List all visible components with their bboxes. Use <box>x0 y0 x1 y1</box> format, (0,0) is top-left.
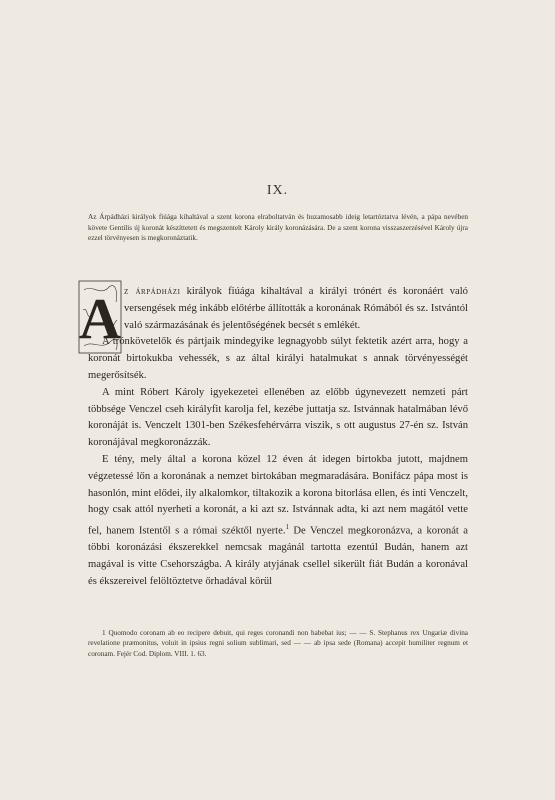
paragraph-1-lead: z árpádházi <box>124 286 181 297</box>
paragraph-4-continued: De Venczel megkoronázva, a koronát a többi koronázási ékszerekkel nemcsak magánál tartotta ezentúl Budán, hanem azt magával is vitte Csehországba. A király atyjának csellel sikerült fiát Budán a koronával és ékszereivel felöltöztetve őrhadával körül <box>88 525 468 588</box>
paragraph-3: A mint Róbert Károly igyekezetei ellenében az előbb úgynevezett nemzeti párt többsége Venczel cseh királyfit karolja fel, kezébe juttatja sz. Istvánnak hatalmában lévő koronáját is. Venczelt 1301-ben Székesfehérvárra viszik, s ott augustus 27-én sz. István koronájával megkoronázzák. <box>88 386 468 449</box>
footnote-reference[interactable]: 1 <box>285 523 289 532</box>
footnote-text <box>88 628 468 659</box>
footnote-marker: 1 <box>102 629 106 637</box>
footnote-body: Quomodo coronam ab eo recipere debuit, qui reges coronandi non habebat ius; — — S. Stephanus rex Ungariæ divina revelatione præmonitus, voluit in ipsius regni solium sublimari, sed — — ab ipsa sede (Romana) accepit humiliter regnum et coronam. Fejér Cod. Diplom. VIII. 1. 63. <box>88 629 468 658</box>
body-text <box>88 284 468 591</box>
footnote <box>88 628 468 659</box>
paragraph-2: A trónkövetelők és pártjaik mindegyike legnagyobb súlyt fektetik azért arra, hogy a koronát birtokukba vehessék, s az által királyi hatalmukat s annak törvényességét megerősítsék. <box>88 336 468 381</box>
paragraph-4-text: E tény, mely által a korona közel 12 éven át idegen birtokba jutott, majdnem végzetessé lőn a koronának a nemzet birtokában megmaradására. Bonifácz pápa most is hasonlón, mint elődei, ily alkalomkor, tiltakozik a korona bitorlása ellen, és inti Venczelt, hogy csak attól nyerheti a koronát, a ki azt sz. Istvánnak adta, ki azt nem magától vette fel, hanem Istentől s a római széktől nyerte. <box>88 453 468 537</box>
chapter-summary: Az Árpádházi királyok fiúága kihaltával a szent korona elraboltatván és huzamosabb ideig letartóztatva lévén, a pápa nevében követe Gentilis új koronát készíttetett és megszentelt Károly király koronázására. De a szent korona visszaszerzésével Károly újra ezzel törvényesen is megkoronáztatik. <box>88 213 468 243</box>
initial-letter: A <box>79 286 121 351</box>
paragraph-1-rest: királyok fiúága kihaltával a királyi trónért és koronáért való versengések még inkább előtérbe állították a koronának Rómából és sz. Istvántól való származásának és jelentőségének becsét s emlékét. <box>124 286 468 331</box>
paragraph-4 <box>88 452 468 591</box>
chapter-number: IX. <box>266 183 289 198</box>
paragraph-1 <box>124 284 468 334</box>
